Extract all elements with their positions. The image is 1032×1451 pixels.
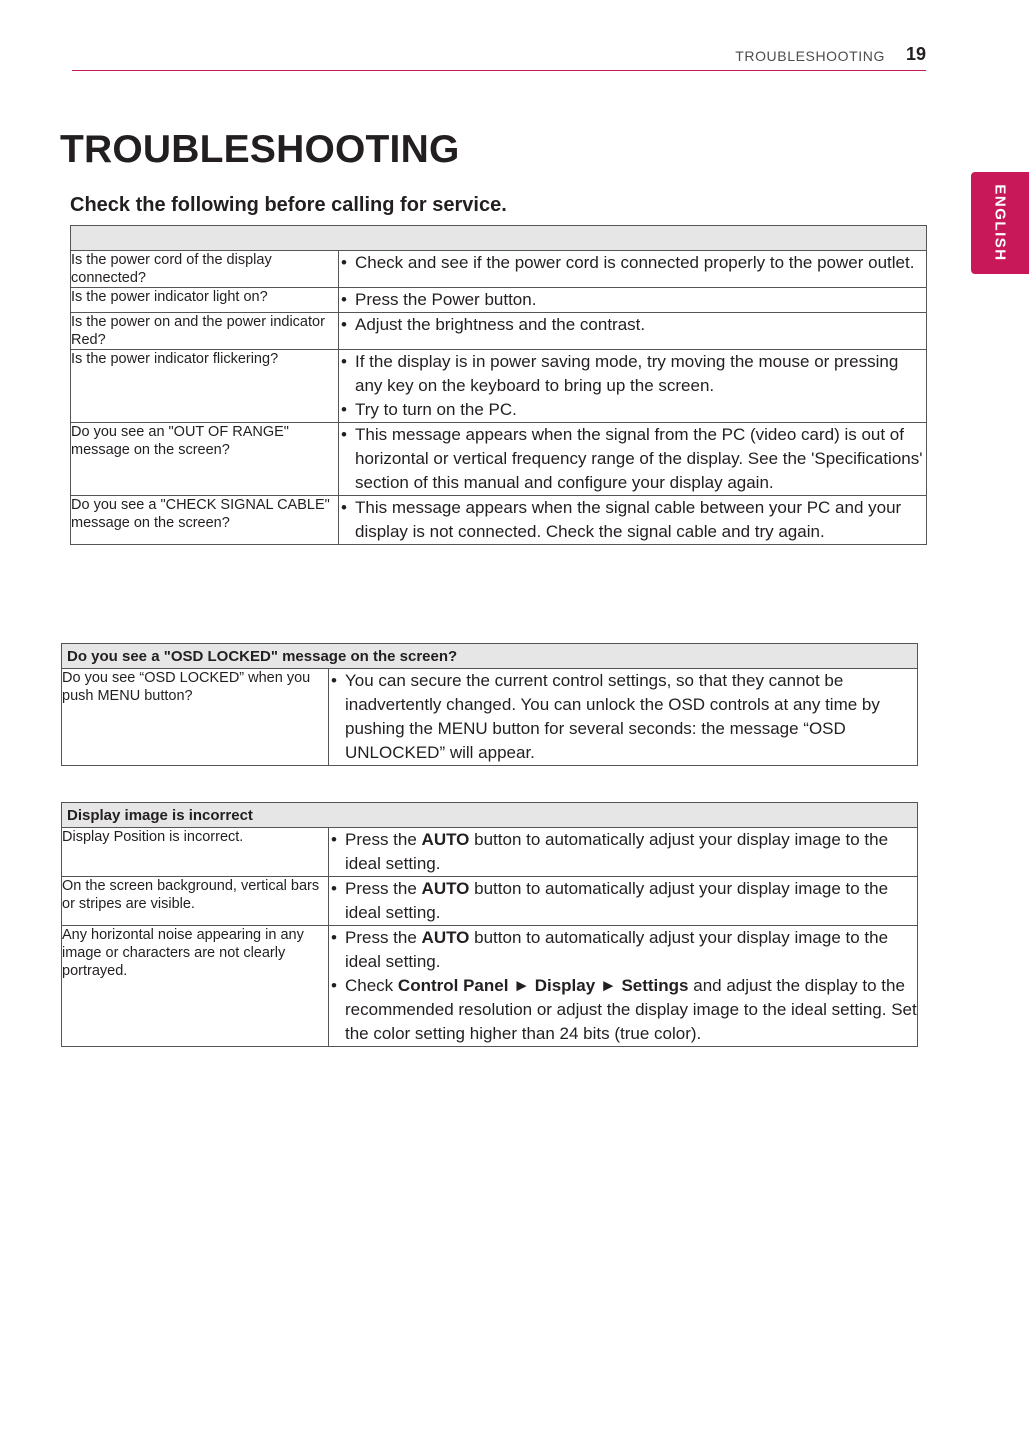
page-subtitle: Check the following before calling for service. — [70, 194, 507, 216]
solution-list — [339, 251, 926, 275]
solution-item — [329, 669, 917, 765]
table-row — [71, 313, 927, 350]
table-row — [71, 423, 927, 496]
solution-text: Try to turn on the PC. — [355, 400, 517, 419]
question-cell: Do you see “OSD LOCKED” when you push MENU button? — [62, 669, 329, 766]
solution-emphasis: AUTO — [421, 879, 470, 898]
page-number: 19 — [905, 44, 926, 64]
question-cell: Do you see a "CHECK SIGNAL CABLE" message on the screen? — [71, 496, 339, 545]
solution-item — [339, 398, 926, 422]
solution-text: This message appears when the signal cable between your PC and your display is not connected. Check the signal cable and try again. — [355, 498, 902, 541]
solution-cell — [339, 423, 927, 496]
solution-list — [329, 877, 917, 925]
solution-list — [339, 313, 926, 337]
table-row — [71, 288, 927, 313]
table-row — [71, 496, 927, 545]
troubleshooting-table-power — [70, 225, 927, 545]
solution-cell — [339, 350, 927, 423]
solution-emphasis: Control Panel ► Display ► Settings — [397, 976, 689, 995]
solution-emphasis: AUTO — [421, 830, 470, 849]
table-heading — [71, 226, 927, 251]
solution-list — [339, 496, 926, 544]
solution-list — [329, 669, 917, 765]
solution-item — [329, 828, 917, 876]
table-row — [62, 877, 918, 926]
table-row — [62, 926, 918, 1047]
solution-item — [339, 350, 926, 398]
language-tab-label: ENGLISH — [991, 184, 1009, 262]
table-heading-row — [62, 803, 918, 828]
table-row — [62, 828, 918, 877]
table-row — [62, 669, 918, 766]
solution-text: button to automatically adjust your display image to the ideal setting. — [345, 879, 889, 922]
language-tab — [971, 172, 1029, 274]
solution-item — [339, 313, 926, 337]
question-cell: On the screen background, vertical bars or stripes are visible. — [62, 877, 329, 926]
solution-cell — [329, 926, 918, 1047]
question-cell: Is the power indicator light on? — [71, 288, 339, 313]
question-cell: Is the power indicator flickering? — [71, 350, 339, 423]
question-cell: Do you see an "OUT OF RANGE" message on the screen? — [71, 423, 339, 496]
solution-text: If the display is in power saving mode, try moving the mouse or pressing any key on the keyboard to bring up the screen. — [355, 352, 899, 395]
table-heading: Do you see a "OSD LOCKED" message on the screen? — [62, 644, 918, 669]
solution-text: This message appears when the signal from the PC (video card) is out of horizontal or vertical frequency range of the display. See the 'Specifications' section of this manual and configure your display again. — [355, 425, 923, 492]
solution-item — [339, 251, 926, 275]
solution-list — [329, 926, 917, 1046]
solution-list — [339, 288, 926, 312]
solution-cell — [339, 313, 927, 350]
question-cell: Is the power cord of the display connected? — [71, 251, 339, 288]
solution-item — [329, 877, 917, 925]
solution-text: Press the — [345, 879, 422, 898]
troubleshooting-table-osd-locked — [61, 643, 918, 766]
table-row — [71, 251, 927, 288]
page-title: TROUBLESHOOTING — [60, 128, 460, 171]
question-cell: Any horizontal noise appearing in any image or characters are not clearly portrayed. — [62, 926, 329, 1047]
solution-text: button to automatically adjust your display image to the ideal setting. — [345, 928, 889, 971]
solution-text: Check and see if the power cord is connected properly to the power outlet. — [355, 253, 915, 272]
running-header — [72, 40, 926, 71]
table-row — [71, 350, 927, 423]
solution-text: Press the — [345, 928, 422, 947]
solution-text: Press the Power button. — [355, 290, 537, 309]
solution-cell — [329, 828, 918, 877]
solution-text: Check — [345, 976, 398, 995]
solution-text: button to automatically adjust your display image to the ideal setting. — [345, 830, 889, 873]
troubleshooting-table-display-image — [61, 802, 918, 1047]
solution-item — [339, 496, 926, 544]
solution-cell — [339, 496, 927, 545]
solution-item — [339, 288, 926, 312]
solution-item — [329, 974, 917, 1046]
header-section-label: TROUBLESHOOTING — [735, 48, 885, 64]
solution-cell — [329, 669, 918, 766]
solution-item — [339, 423, 926, 495]
solution-text: and adjust the display to the recommended resolution or adjust the display image to the ideal setting. Set the color setting higher than 24 bits (true color). — [345, 976, 917, 1043]
solution-text: Press the — [345, 830, 422, 849]
solution-list — [339, 350, 926, 422]
solution-text: You can secure the current control settings, so that they cannot be inadvertently changed. You can unlock the OSD controls at any time by pushing the MENU button for several seconds: the message “OSD UNLOCKED” will appear. — [345, 671, 880, 762]
table-heading-row — [71, 226, 927, 251]
solution-cell — [339, 251, 927, 288]
solution-cell — [339, 288, 927, 313]
question-cell: Display Position is incorrect. — [62, 828, 329, 877]
solution-list — [329, 828, 917, 876]
solution-list — [339, 423, 926, 495]
table-heading: Display image is incorrect — [62, 803, 918, 828]
solution-emphasis: AUTO — [421, 928, 470, 947]
solution-text: Adjust the brightness and the contrast. — [355, 315, 646, 334]
table-heading-row — [62, 644, 918, 669]
solution-item — [329, 926, 917, 974]
question-cell: Is the power on and the power indicator Red? — [71, 313, 339, 350]
solution-cell — [329, 877, 918, 926]
